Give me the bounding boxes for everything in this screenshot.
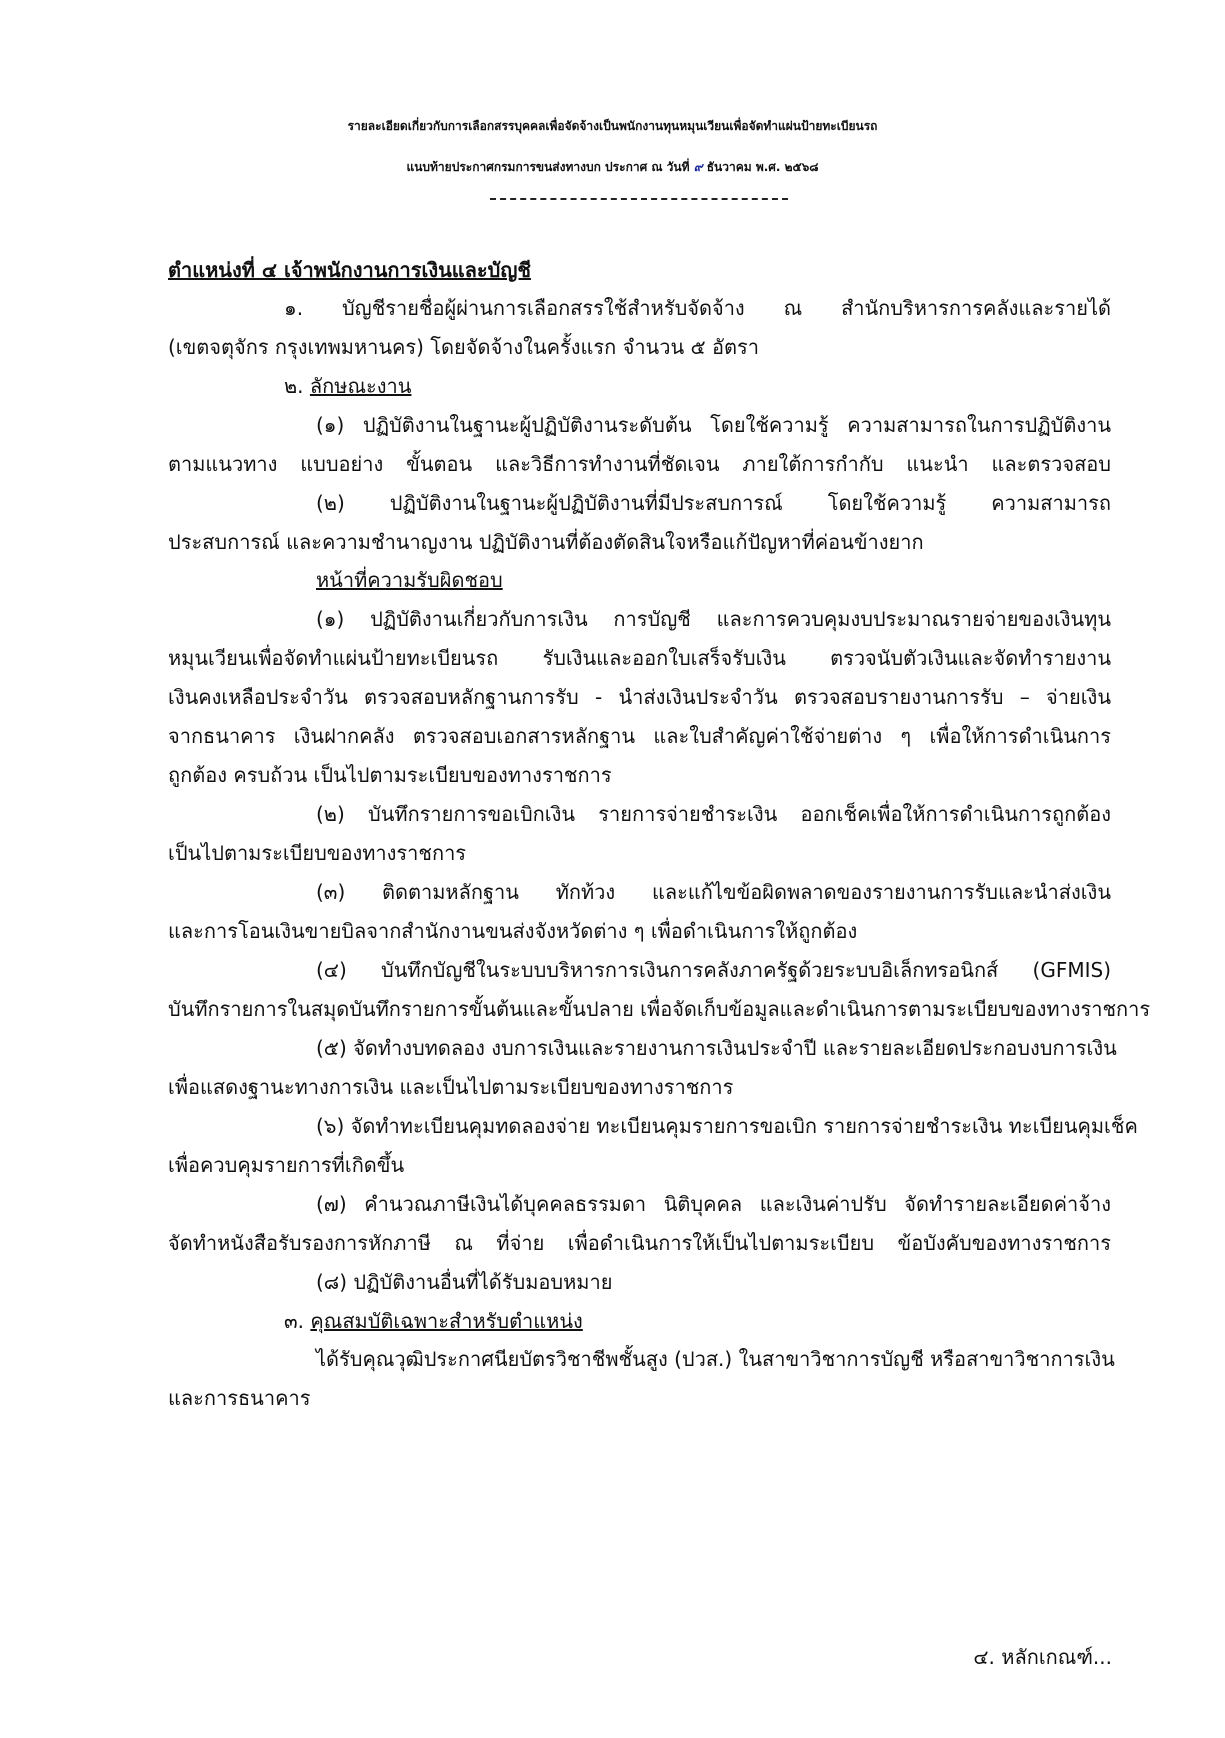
duty1-line5: ถูกต้อง ครบถ้วน เป็นไปตามระเบียบของทางราชการ	[168, 763, 612, 787]
section2-item1-line2: ตามแนวทาง แบบอย่าง ขั้นตอน และวิธีการทำงานที่ชัดเจน ภายใต้การกำกับ แนะนำ และตรวจสอบ	[168, 452, 1111, 476]
duty4-line1: (๔) บันทึกบัญชีในระบบบริหารการเงินการคลังภาครัฐด้วยระบบอิเล็กทรอนิกส์ (GFMIS)	[316, 958, 1111, 982]
duty1-line3: เงินคงเหลือประจำวัน ตรวจสอบหลักฐานการรับ - นำส่งเงินประจำวัน ตรวจสอบรายงานการรับ – จ่ายเงิน	[168, 685, 1111, 709]
duty5-line1: (๕) จัดทำงบทดลอง งบการเงินและรายงานการเงินประจำปี และรายละเอียดประกอบงบการเงิน	[316, 1036, 1117, 1060]
duty7-line1: (๗) คำนวณภาษีเงินได้บุคคลธรรมดา นิติบุคคล และเงินค่าปรับ จัดทำรายละเอียดค่าจ้าง	[316, 1192, 1111, 1216]
section1-line2: (เขตจตุจักร กรุงเทพมหานคร) โดยจัดจ้างในครั้งแรก จำนวน ๕ อัตรา	[168, 335, 759, 359]
duty6-line1: (๖) จัดทำทะเบียนคุมทดลองจ่าย ทะเบียนคุมรายการขอเบิก รายการจ่ายชำระเงิน ทะเบียนคุมเช็ค	[316, 1114, 1138, 1138]
duty1-line4: จากธนาคาร เงินฝากคลัง ตรวจสอบเอกสารหลักฐาน และใบสำคัญค่าใช้จ่ายต่าง ๆ เพื่อให้การดำเนินการ	[168, 724, 1111, 748]
section2-item2-line2: ประสบการณ์ และความชำนาญงาน ปฏิบัติงานที่ต้องตัดสินใจหรือแก้ปัญหาที่ค่อนข้างยาก	[168, 530, 924, 554]
section3-heading	[284, 1307, 583, 1335]
section3-line2: และการธนาคาร	[168, 1386, 311, 1410]
duty4-line2: บันทึกรายการในสมุดบันทึกรายการขั้นต้นและขั้นปลาย เพื่อจัดเก็บข้อมูลและดำเนินการตามระเบียบของทางราชการ	[168, 997, 1151, 1021]
section2-item1-line1: (๑) ปฏิบัติงานในฐานะผู้ปฏิบัติงานระดับต้น โดยใช้ความรู้ ความสามารถในการปฏิบัติงาน	[316, 413, 1111, 437]
position-heading: ตำแหน่งที่ ๔ เจ้าพนักงานการเงินและบัญชี	[168, 258, 531, 282]
announcement-date: ธันวาคม พ.ศ. ๒๕๖๘	[706, 160, 819, 174]
announcement-ref: แนบท้ายประกาศกรมการขนส่งทางบก ประกาศ ณ วันที่	[406, 160, 690, 174]
next-page-reference: ๔. หลักเกณฑ์...	[973, 1645, 1112, 1669]
section3-number: ๓.	[284, 1309, 305, 1333]
duty2-line2: เป็นไปตามระเบียบของทางราชการ	[168, 841, 467, 865]
section2-number: ๒.	[284, 374, 304, 398]
section3-line1: ได้รับคุณวุฒิประกาศนียบัตรวิชาชีพชั้นสูง (ปวส.) ในสาขาวิชาการบัญชี หรือสาขาวิชาการเงิน	[316, 1347, 1115, 1371]
duty7-line2: จัดทำหนังสือรับรองการหักภาษี ณ ที่จ่าย เพื่อดำเนินการให้เป็นไปตามระเบียบ ข้อบังคับของทางราชการ	[168, 1231, 1111, 1255]
document-title-line2	[0, 153, 1225, 181]
duty3-line1: (๓) ติดตามหลักฐาน ทักท้วง และแก้ไขข้อผิดพลาดของรายงานการรับและนำส่งเงิน	[316, 880, 1111, 904]
duty2-line1: (๒) บันทึกรายการขอเบิกเงิน รายการจ่ายชำระเงิน ออกเช็คเพื่อให้การดำเนินการถูกต้อง	[316, 802, 1111, 826]
duties-heading: หน้าที่ความรับผิดชอบ	[316, 568, 503, 592]
section3-title: คุณสมบัติเฉพาะสำหรับตำแหน่ง	[310, 1309, 583, 1333]
section2-heading	[284, 372, 411, 400]
duty1-line1: (๑) ปฏิบัติงานเกี่ยวกับการเงิน การบัญชี และการควบคุมงบประมาณรายจ่ายของเงินทุน	[316, 607, 1111, 631]
handwritten-day: ๙	[693, 160, 703, 174]
duty3-line2: และการโอนเงินขายบิลจากสำนักงานขนส่งจังหวัดต่าง ๆ เพื่อดำเนินการให้ถูกต้อง	[168, 919, 858, 943]
document-title-line1: รายละเอียดเกี่ยวกับการเลือกสรรบุคคลเพื่อจัดจ้างเป็นพนักงานทุนหมุนเวียนเพื่อจัดทำแผ่นป้ายทะเบียนรถ	[347, 119, 878, 133]
section2-title: ลักษณะงาน	[309, 374, 412, 398]
duty8-line1: (๘) ปฏิบัติงานอื่นที่ได้รับมอบหมาย	[316, 1270, 613, 1294]
duty5-line2: เพื่อแสดงฐานะทางการเงิน และเป็นไปตามระเบียบของทางราชการ	[168, 1075, 734, 1099]
section2-item2-line1: (๒) ปฏิบัติงานในฐานะผู้ปฏิบัติงานที่มีประสบการณ์ โดยใช้ความรู้ ความสามารถ	[316, 491, 1111, 515]
duty1-line2: หมุนเวียนเพื่อจัดทำแผ่นป้ายทะเบียนรถ รับเงินและออกใบเสร็จรับเงิน ตรวจนับตัวเงินและจัดทำรายงาน	[168, 646, 1111, 670]
duty6-line2: เพื่อควบคุมรายการที่เกิดขึ้น	[168, 1153, 405, 1177]
title-separator	[490, 198, 788, 200]
section1-line1: ๑. บัญชีรายชื่อผู้ผ่านการเลือกสรรใช้สำหรับจัดจ้าง ณ สำนักบริหารการคลังและรายได้	[284, 296, 1111, 320]
